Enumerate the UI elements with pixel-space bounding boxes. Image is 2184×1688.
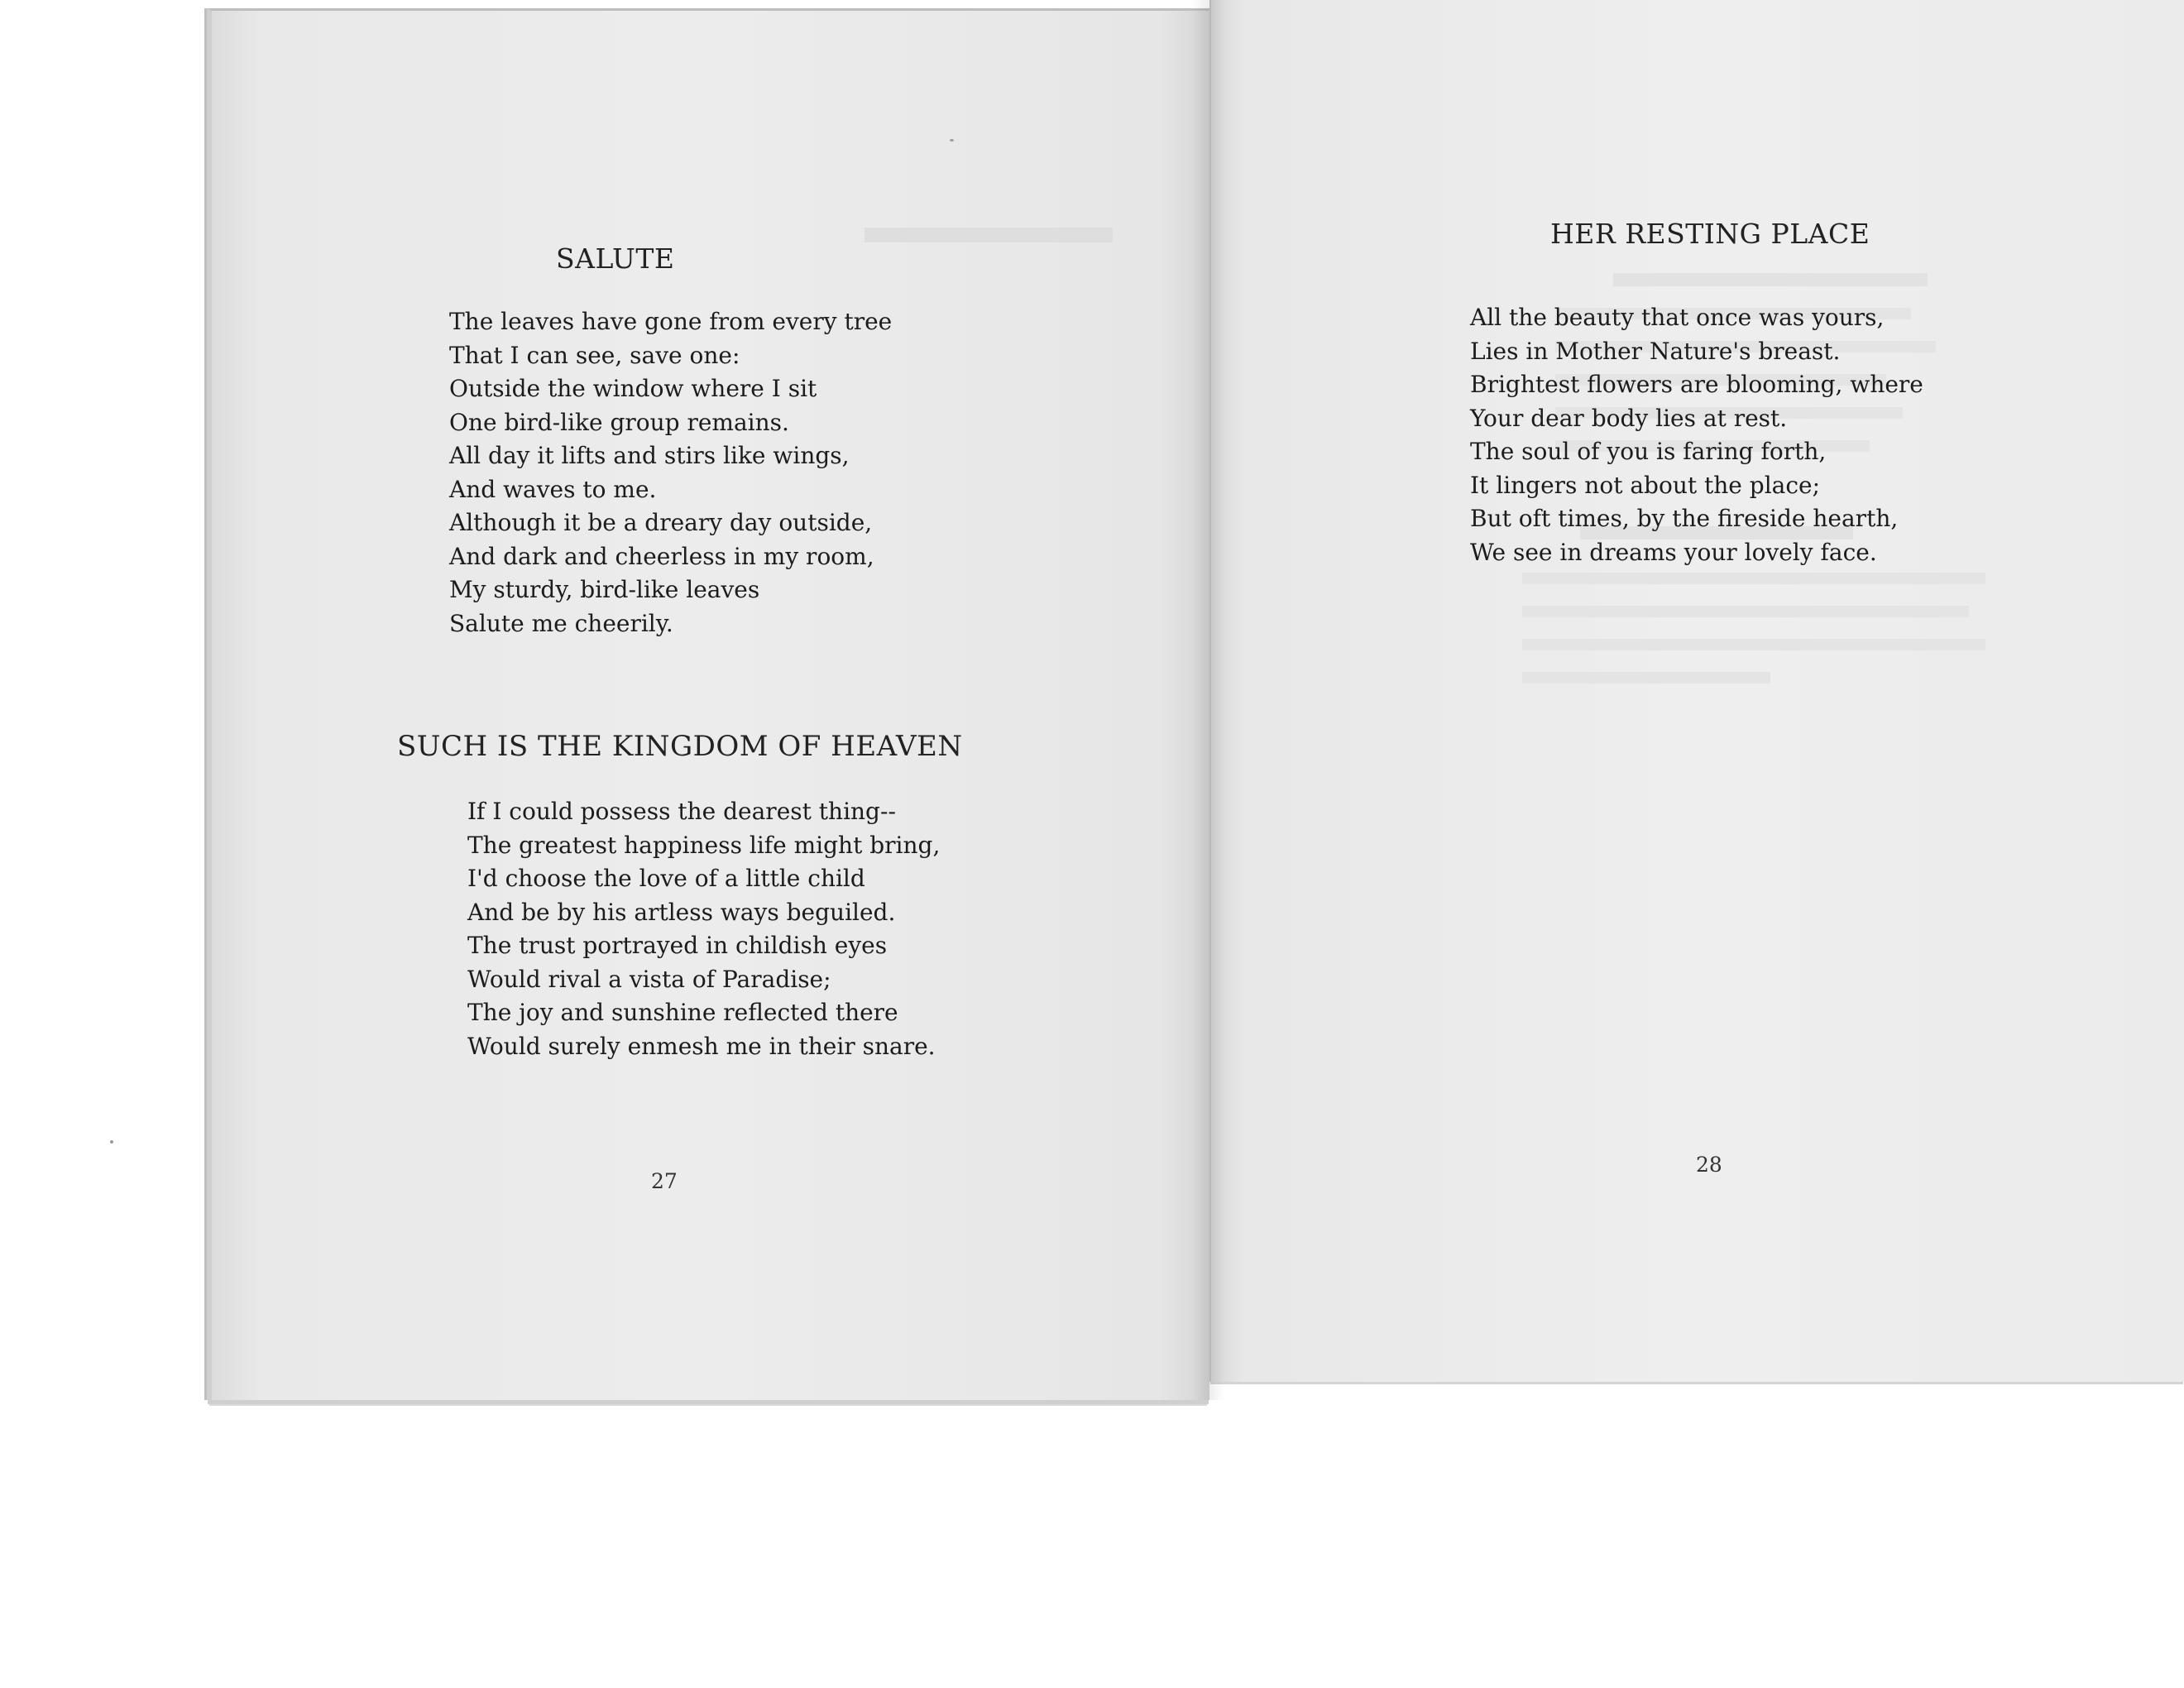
poem-line: Lies in Mother Nature's breast. (1470, 337, 1841, 365)
poem-line: All day it lifts and stirs like wings, (449, 442, 850, 469)
poem-title-her-resting-place: HER RESTING PLACE (1550, 218, 1870, 250)
poem-line: The soul of you is faring forth, (1470, 438, 1827, 465)
page-number-right: 28 (1696, 1153, 1722, 1177)
poem-line: My sturdy, bird-like leaves (449, 576, 760, 603)
poem-line: All the beauty that once was yours, (1470, 304, 1885, 331)
poem-title-kingdom-of-heaven: SUCH IS THE KINGDOM OF HEAVEN (397, 730, 963, 763)
poem-line: Would rival a vista of Paradise; (467, 965, 831, 993)
poem-line: The joy and sunshine reflected there (467, 999, 898, 1026)
poem-line: And dark and cheerless in my room, (449, 542, 874, 570)
poem-line: We see in dreams your lovely face. (1470, 538, 1877, 566)
left-page (207, 8, 1209, 1400)
poem-kingdom-of-heaven (467, 795, 940, 1063)
poem-line: That I can see, save one: (449, 341, 740, 369)
poem-salute (449, 305, 892, 640)
poem-line: The greatest happiness life might bring, (467, 831, 941, 859)
poem-line: But oft times, by the fireside hearth, (1470, 505, 1899, 532)
paper-speck (110, 1140, 113, 1144)
book-gutter (1191, 0, 1224, 1400)
paper-speck (950, 139, 954, 141)
show-through-left (831, 228, 1146, 261)
poem-line: One bird-like group remains. (449, 408, 789, 436)
poem-line: The trust portrayed in childish eyes (467, 932, 888, 959)
page-number-left: 27 (651, 1169, 678, 1193)
poem-her-resting-place (1470, 301, 1923, 569)
poem-line: Although it be a dreary day outside, (449, 509, 873, 536)
poem-title-salute: SALUTE (556, 242, 675, 275)
poem-line: Brightest flowers are blooming, where (1470, 371, 1923, 398)
poem-line: I'd choose the love of a little child (467, 865, 865, 892)
poem-line: And waves to me. (449, 475, 657, 503)
poem-line: If I could possess the dearest thing-- (467, 798, 896, 825)
poem-line: It lingers not about the place; (1470, 471, 1821, 499)
poem-line: Would surely enmesh me in their snare. (467, 1032, 936, 1060)
poem-line: The leaves have gone from every tree (449, 308, 893, 335)
poem-line: Outside the window where I sit (449, 375, 817, 402)
poem-line: Salute me cheerily. (449, 609, 673, 637)
poem-line: Your dear body lies at rest. (1470, 404, 1788, 432)
poem-line: And be by his artless ways beguiled. (467, 898, 896, 926)
